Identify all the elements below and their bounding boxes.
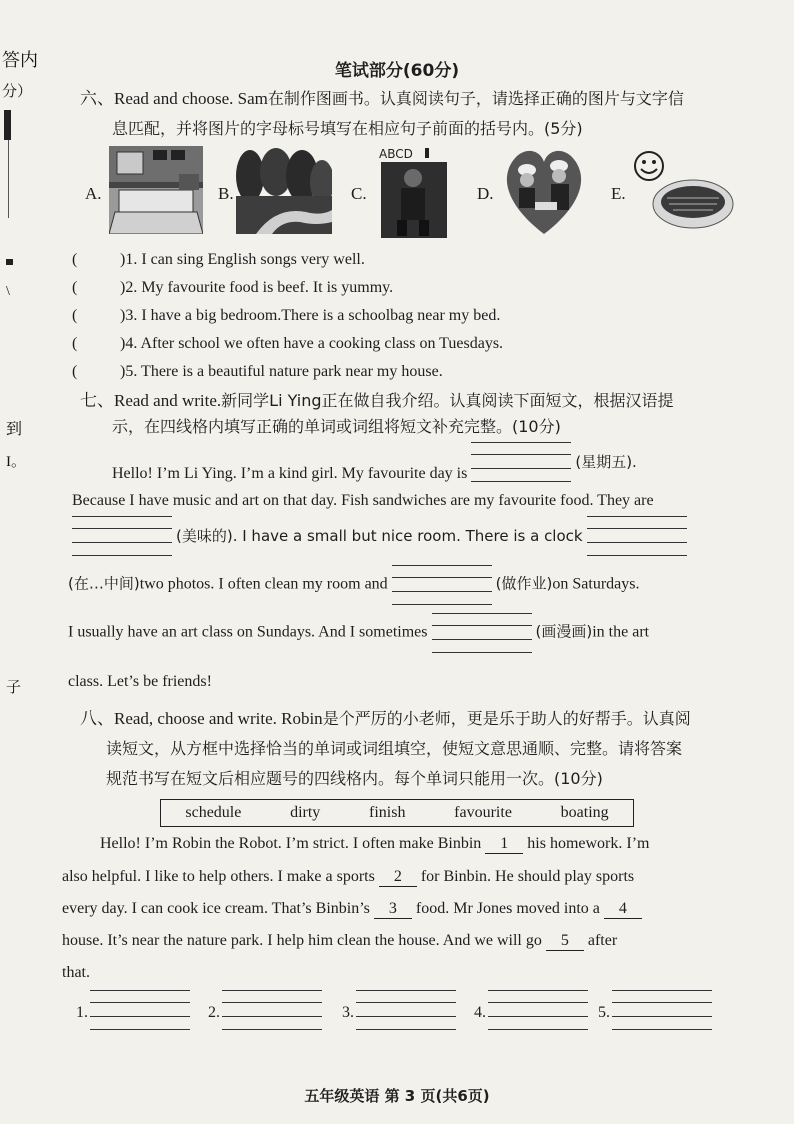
word-bank-item: finish: [369, 804, 406, 821]
picture-letter: B.: [218, 184, 234, 203]
section-number: 八、: [80, 709, 114, 729]
word-bank-item: favourite: [454, 804, 512, 821]
answer-paren[interactable]: (: [72, 335, 78, 352]
section-title-cn: 规范书写在短文后相应题号的四线格内。每个单词只能用一次。(10分): [106, 769, 603, 788]
answer-number: 1.: [76, 1004, 88, 1021]
picture-option-e: [611, 146, 735, 238]
sentence-text: )1. I can sing English songs very well.: [120, 251, 365, 268]
section-title-cn: 示，在四线格内填写正确的单词或词组将短文补充完整。(10分): [112, 417, 561, 436]
margin-text-3: 到: [6, 421, 23, 438]
blank-number: 4: [604, 900, 642, 919]
four-line-blank-friday[interactable]: [471, 440, 571, 484]
chinese-hint: (星期五).: [575, 452, 637, 471]
margin-mark-slash: \: [6, 284, 10, 299]
beef-dish-picture-icon: [631, 146, 735, 236]
four-line-blank-between[interactable]: [587, 514, 687, 558]
chinese-hint: (做作业): [495, 574, 553, 593]
margin-text-2: 分）: [2, 84, 33, 100]
margin-text-5: 子: [6, 680, 22, 696]
answer-paren[interactable]: (: [72, 251, 78, 268]
answer-number: 4.: [474, 1004, 486, 1021]
answer-number: 5.: [598, 1004, 610, 1021]
page-footer: 五年级英语 第 3 页(共6页): [304, 1087, 490, 1105]
robin-line-5: [62, 962, 90, 984]
section-title-cn: 读短文，从方框中选择恰当的单词或词组填空，使短文意思通顺、完整。请将答案: [106, 739, 683, 758]
sentence-2: [72, 277, 393, 299]
picture-option-b: [218, 146, 338, 238]
blank-number: 3: [374, 900, 412, 919]
four-line-answer[interactable]: [488, 988, 588, 1032]
passage-text: also helpful. I like to help others. I make a sports: [62, 868, 375, 885]
passage-text: in the art: [592, 623, 650, 641]
passage-text: two photos. I often clean my room and: [139, 575, 388, 593]
chinese-hint: (美味的). I have a small but nice room. There is a clock: [176, 526, 583, 545]
svg-text:ABCD: ABCD: [379, 147, 413, 161]
section-7-title-line2: [112, 412, 752, 441]
passage-text: I usually have an art class on Sundays. And I sometimes: [68, 623, 428, 641]
cooking-class-picture-icon: [497, 146, 591, 236]
chinese-hint: (画漫画): [535, 622, 593, 641]
blank-number: 5: [546, 932, 584, 951]
section-8-title-line2: [106, 734, 746, 763]
section-6-title-line2: [112, 114, 752, 143]
picture-option-d: [477, 146, 597, 238]
picture-letter: A.: [85, 184, 102, 203]
passage-text: Because I have music and art on that day. Fish sandwiches are my favourite food. They are: [72, 492, 654, 509]
robin-line-3: [62, 898, 642, 920]
answer-paren[interactable]: (: [72, 279, 78, 296]
sentence-4: [72, 333, 503, 355]
passage-text: class. Let’s be friends!: [68, 673, 212, 690]
passage-text: after: [587, 932, 618, 949]
section-number: 七、: [80, 391, 114, 411]
section-title-en: Read and write.: [114, 391, 222, 410]
answer-paren[interactable]: (: [72, 307, 78, 324]
four-line-answer[interactable]: [612, 988, 712, 1032]
section-title-en: Read, choose and write. Robin: [114, 709, 323, 728]
margin-mark: [4, 110, 11, 140]
sentence-3: [72, 305, 500, 327]
picture-letter: D.: [477, 184, 494, 203]
picture-option-a: [85, 146, 205, 238]
answer-paren[interactable]: (: [72, 363, 78, 380]
passage-line-4: [68, 563, 640, 607]
section-title-cn: 息匹配，并将图片的字母标号填写在相应句子前面的括号内。(5分): [112, 119, 583, 138]
four-line-answer[interactable]: [356, 988, 456, 1032]
passage-text: food. Mr Jones moved into a: [415, 900, 600, 917]
section-title-cn: 新同学Li Ying正在做自我介绍。认真阅读下面短文，根据汉语提: [221, 391, 674, 410]
passage-text: his homework. I’m: [527, 835, 650, 852]
section-title-cn: 在制作图画书。认真阅读句子，请选择正确的图片与文字信: [267, 89, 684, 108]
picture-option-c: [351, 146, 461, 238]
section-6-title: [80, 84, 740, 114]
passage-text: Hello! I’m Li Ying. I’m a kind girl. My favourite day is: [112, 464, 468, 482]
section-8-title-line3: [106, 764, 746, 793]
margin-dot: [6, 259, 13, 265]
singing-boy-picture-icon: [377, 146, 451, 238]
passage-text: every day. I can cook ice cream. That’s Binbin’s: [62, 900, 370, 917]
robin-line-4: [62, 930, 617, 952]
passage-text: that.: [62, 964, 90, 981]
answer-number: 3.: [342, 1004, 354, 1021]
sentence-text: )2. My favourite food is beef. It is yummy.: [120, 279, 394, 296]
passage-text: house. It’s near the nature park. I help him clean the house. And we will go: [62, 932, 542, 949]
robin-line-2: [62, 866, 634, 888]
word-bank-item: schedule: [185, 804, 242, 821]
passage-line-6: [68, 671, 212, 693]
sentence-5: [72, 361, 443, 383]
passage-line-2: [72, 490, 654, 512]
bedroom-picture-icon: [109, 146, 203, 234]
word-bank-item: boating: [560, 804, 609, 821]
picture-choices: [85, 146, 735, 238]
section-title-cn: 是个严厉的小老师，更是乐于助人的好帮手。认真阅: [322, 709, 691, 728]
passage-text: for Binbin. He should play sports: [420, 868, 635, 885]
four-line-answer[interactable]: [222, 988, 322, 1032]
picture-letter: E.: [611, 184, 626, 203]
margin-rule: [8, 140, 9, 218]
margin-text-1: 答内: [2, 50, 38, 70]
sentence-text: )4. After school we often have a cooking class on Tuesdays.: [120, 335, 504, 352]
robin-line-1: [100, 833, 649, 855]
word-bank-box: [160, 799, 634, 827]
section-header: 笔试部分(60分): [334, 61, 460, 81]
picture-letter: C.: [351, 184, 367, 203]
nature-park-picture-icon: [236, 146, 332, 234]
sentence-text: )3. I have a big bedroom.There is a schoolbag near my bed.: [120, 307, 501, 324]
passage-text: Hello! I’m Robin the Robot. I’m strict. I often make Binbin: [100, 835, 482, 852]
section-title-en: Read and choose. Sam: [114, 89, 268, 108]
blank-number: 1: [485, 835, 523, 854]
sentence-1: [72, 249, 365, 271]
blank-number: 2: [379, 868, 417, 887]
margin-text-4: I。: [6, 454, 26, 470]
four-line-blank-delicious[interactable]: [72, 514, 172, 558]
section-8-title: [80, 704, 740, 734]
four-line-blank-draw-cartoons[interactable]: [432, 611, 532, 655]
passage-line-5: [68, 611, 649, 655]
passage-text: on Saturdays.: [552, 575, 640, 593]
passage-line-1: [112, 440, 637, 484]
section-number: 六、: [80, 89, 114, 109]
answer-number: 2.: [208, 1004, 220, 1021]
four-line-blank-homework[interactable]: [392, 563, 492, 607]
passage-line-3: [72, 514, 687, 558]
word-bank-item: dirty: [290, 804, 321, 821]
four-line-answer[interactable]: [90, 988, 190, 1032]
chinese-hint: (在…中间): [68, 574, 140, 593]
sentence-text: )5. There is a beautiful nature park near my house.: [120, 363, 443, 380]
